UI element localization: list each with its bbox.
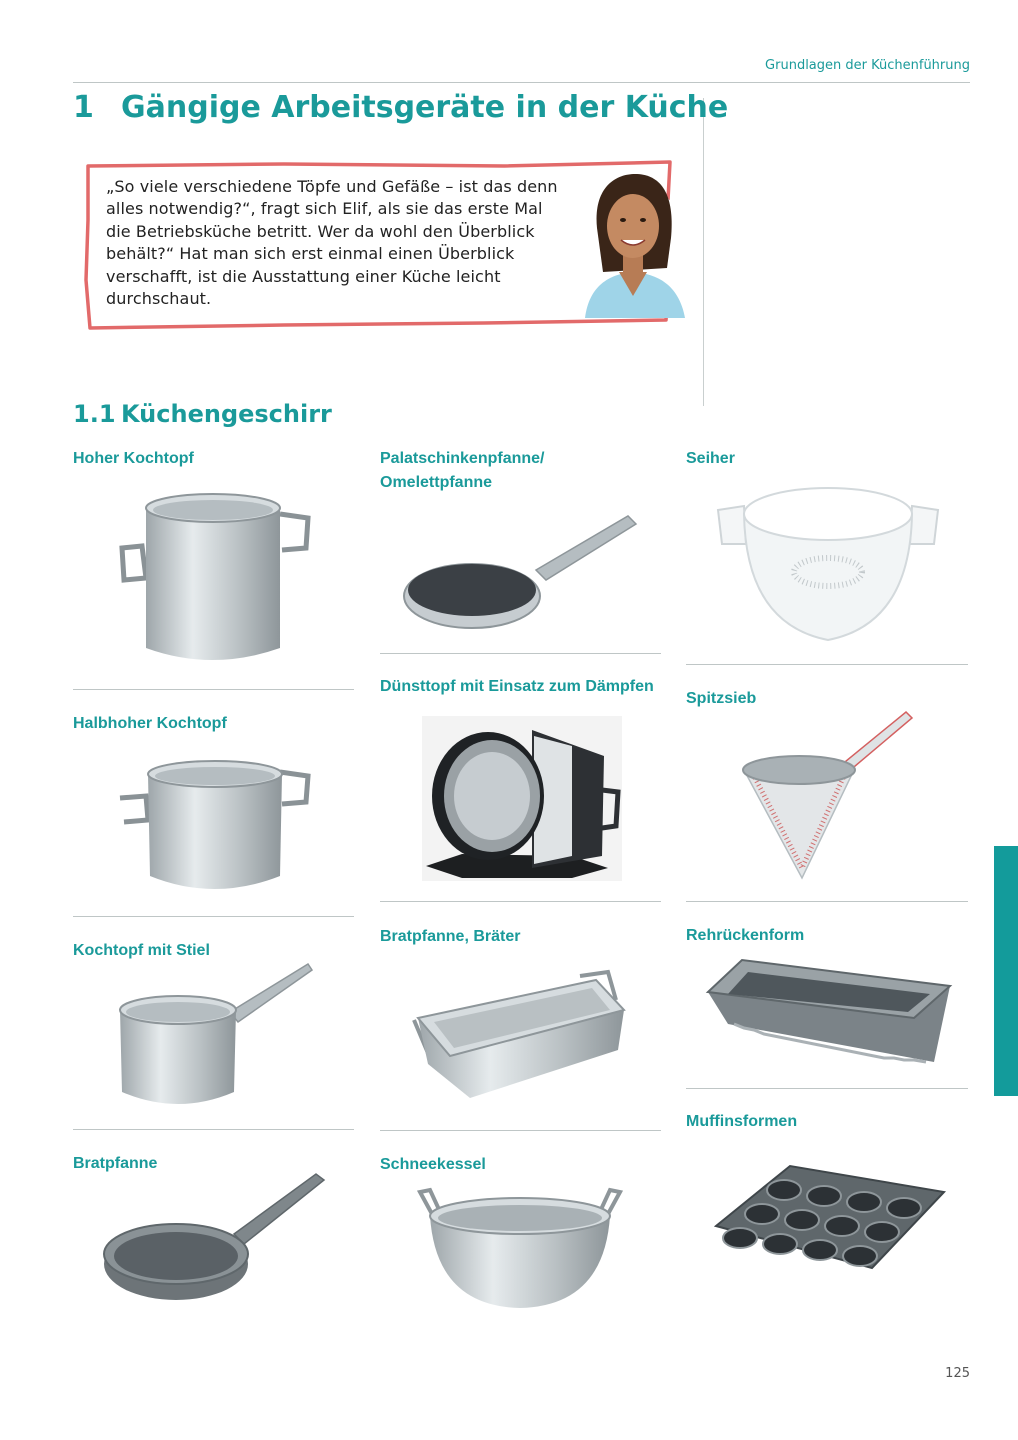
quote-line: durchschaut. (106, 289, 212, 309)
item-divider (73, 916, 354, 917)
item-title-schneekessel: Schneekessel (380, 1156, 486, 1173)
frying-pan-icon (102, 1172, 327, 1307)
colander-icon (716, 484, 940, 644)
quote-line: behält?“ Hat man sich erst einmal einen Überblick (106, 244, 515, 264)
roasting-pan-icon (410, 966, 632, 1106)
item-divider (73, 689, 354, 690)
medium-pot-icon (112, 756, 312, 896)
item-divider (686, 1088, 968, 1089)
quote-line: die Betriebsküche betritt. Wer da wohl den Überblick (106, 221, 535, 241)
quote-line: „So viele verschiedene Töpfe und Gefäße – ist das denn (106, 177, 558, 196)
quote-line: verschafft, ist die Ausstattung einer Küche leicht (106, 266, 501, 286)
item-title-rehrueckenform: Rehrückenform (686, 927, 805, 944)
muffin-cup (847, 1192, 881, 1212)
muffin-cup (763, 1234, 797, 1254)
item-title-palatschinkenpfanne (380, 447, 545, 495)
page-number: 125 (945, 1366, 970, 1381)
item-title-kochtopf-mit-stiel: Kochtopf mit Stiel (73, 942, 210, 959)
muffin-cup (865, 1222, 899, 1242)
item-title-duensttopf: Dünsttopf mit Einsatz zum Dämpfen (380, 678, 654, 695)
muffin-cup (723, 1228, 757, 1248)
item-divider (73, 1129, 354, 1130)
item-title-bratpfanne: Bratpfanne (73, 1155, 158, 1172)
item-title-line: Palatschinkenpfanne/ (380, 450, 545, 467)
item-title-bratpfanne-braeter: Bratpfanne, Bräter (380, 928, 521, 945)
saucepan-icon (112, 960, 317, 1110)
muffin-tray-icon (712, 1164, 947, 1274)
chapter-side-tab (994, 846, 1018, 1096)
item-title-hoher-kochtopf: Hoher Kochtopf (73, 450, 194, 467)
muffin-cup (887, 1198, 921, 1218)
item-divider (380, 653, 661, 654)
conical-strainer-icon (740, 706, 916, 882)
item-divider (380, 1130, 661, 1131)
quote-line: alles notwendig?“, fragt sich Elif, als sie das erste Mal (106, 199, 543, 219)
header-rule (73, 82, 970, 83)
item-title-halbhoher-kochtopf: Halbhoher Kochtopf (73, 715, 227, 732)
section-number: 1.1 (73, 400, 116, 428)
item-title-seiher: Seiher (686, 450, 735, 467)
muffin-cup (807, 1186, 841, 1206)
vertical-divider (703, 98, 704, 406)
chapter-number: 1 (73, 90, 94, 125)
muffin-cup (825, 1216, 859, 1236)
muffin-cup (843, 1246, 877, 1266)
section-title: Küchengeschirr (121, 400, 332, 428)
avatar (575, 168, 691, 318)
muffin-cup (785, 1210, 819, 1230)
muffin-cup (803, 1240, 837, 1260)
chapter-heading (73, 90, 728, 125)
muffin-cup (767, 1180, 801, 1200)
item-title-line: Omelettpfanne (380, 474, 493, 491)
steamer-pot-icon (422, 716, 622, 881)
item-divider (380, 901, 661, 902)
chapter-title: Gängige Arbeitsgeräte in der Küche (121, 90, 729, 125)
item-divider (686, 664, 968, 665)
quote-text (106, 176, 586, 310)
section-heading (73, 400, 332, 428)
muffin-cup (745, 1204, 779, 1224)
stock-pot-icon (112, 488, 312, 668)
item-title-muffinsformen: Muffinsformen (686, 1113, 798, 1130)
item-divider (686, 901, 968, 902)
mixing-bowl-icon (418, 1186, 623, 1311)
running-title: Grundlagen der Küchenführung (765, 58, 970, 73)
loaf-mold-icon (704, 958, 952, 1066)
item-title-spitzsieb: Spitzsieb (686, 690, 757, 707)
omelette-pan-icon (402, 512, 640, 632)
